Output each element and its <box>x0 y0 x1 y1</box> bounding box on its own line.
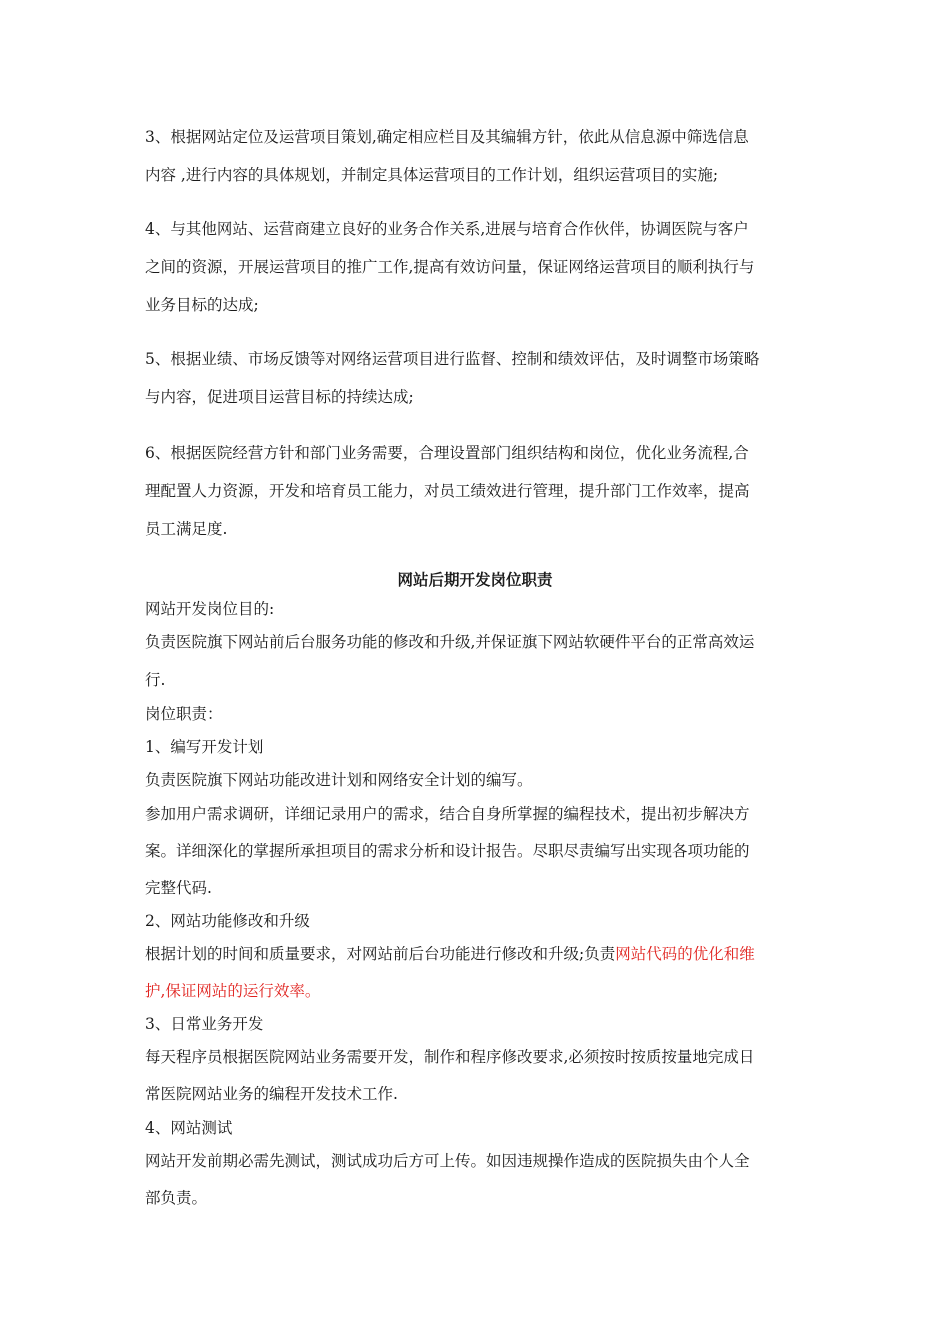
duty-text: 根据计划的时间和质量要求，对网站前后台功能进行修改和升级;负责 <box>145 945 616 963</box>
duty-heading: 2、网站功能修改和升级 <box>145 912 310 930</box>
paragraph-4 <box>145 210 815 324</box>
purpose-line: 负责医院旗下网站前后台服务功能的修改和升级,并保证旗下网站软硬件平台的正常高效运 <box>145 633 755 651</box>
highlighted-text: 护,保证网站的运行效率。 <box>145 982 321 1000</box>
text-line: 员工满足度. <box>145 520 228 538</box>
text-line: 内容 ,进行内容的具体规划，并制定具体运营项目的工作计划，组织运营项目的实施; <box>145 166 719 184</box>
text-line: 6、根据医院经营方针和部门业务需要，合理设置部门组织结构和岗位，优化业务流程,合 <box>145 444 749 462</box>
duty-line: 常医院网站业务的编程开发技术工作. <box>145 1085 398 1103</box>
duty-label: 岗位职责： <box>145 705 223 723</box>
duty-heading: 1、编写开发计划 <box>145 738 264 756</box>
section-title: 网站后期开发岗位职责 <box>397 570 553 589</box>
text-line: 业务目标的达成; <box>145 296 259 314</box>
purpose-label: 网站开发岗位目的: <box>145 600 275 618</box>
duty-line: 每天程序员根据医院网站业务需要开发，制作和程序修改要求,必须按时按质按量地完成日 <box>145 1048 755 1066</box>
duty-line: 完整代码. <box>145 879 212 897</box>
text-line: 5、根据业绩、市场反馈等对网络运营项目进行监督、控制和绩效评估，及时调整市场策略 <box>145 350 760 368</box>
purpose-line: 行. <box>145 671 166 689</box>
duty-line: 部负责。 <box>145 1189 208 1207</box>
text-line: 与内容，促进项目运营目标的持续达成; <box>145 388 414 406</box>
paragraph-6 <box>145 434 815 548</box>
text-line: 3、根据网站定位及运营项目策划,确定相应栏目及其编辑方针，依此从信息源中筛选信息 <box>145 128 749 146</box>
paragraph-5 <box>145 340 815 416</box>
duty-heading: 4、网站测试 <box>145 1119 233 1137</box>
duty-line: 负责医院旗下网站功能改进计划和网络安全计划的编写。 <box>145 771 533 789</box>
duty-line: 网站开发前期必需先测试，测试成功后方可上传。如因违规操作造成的医院损失由个人全 <box>145 1152 750 1170</box>
duty-heading: 3、日常业务开发 <box>145 1015 264 1033</box>
paragraph-3 <box>145 118 815 194</box>
text-line: 理配置人力资源，开发和培育员工能力，对员工绩效进行管理，提升部门工作效率，提高 <box>145 482 750 500</box>
duty-line: 案。详细深化的掌握所承担项目的需求分析和设计报告。尽职尽责编写出实现各项功能的 <box>145 842 750 860</box>
duty-line: 参加用户需求调研，详细记录用户的需求，结合自身所掌握的编程技术，提出初步解决方 <box>145 805 750 823</box>
highlighted-text: 网站代码的优化和维 <box>615 945 755 963</box>
text-line: 4、与其他网站、运营商建立良好的业务合作关系,进展与培育合作伙伴，协调医院与客户 <box>145 220 749 238</box>
duty-line <box>145 940 755 968</box>
text-line: 之间的资源，开展运营项目的推广工作,提高有效访问量，保证网络运营项目的顺利执行与 <box>145 258 755 276</box>
